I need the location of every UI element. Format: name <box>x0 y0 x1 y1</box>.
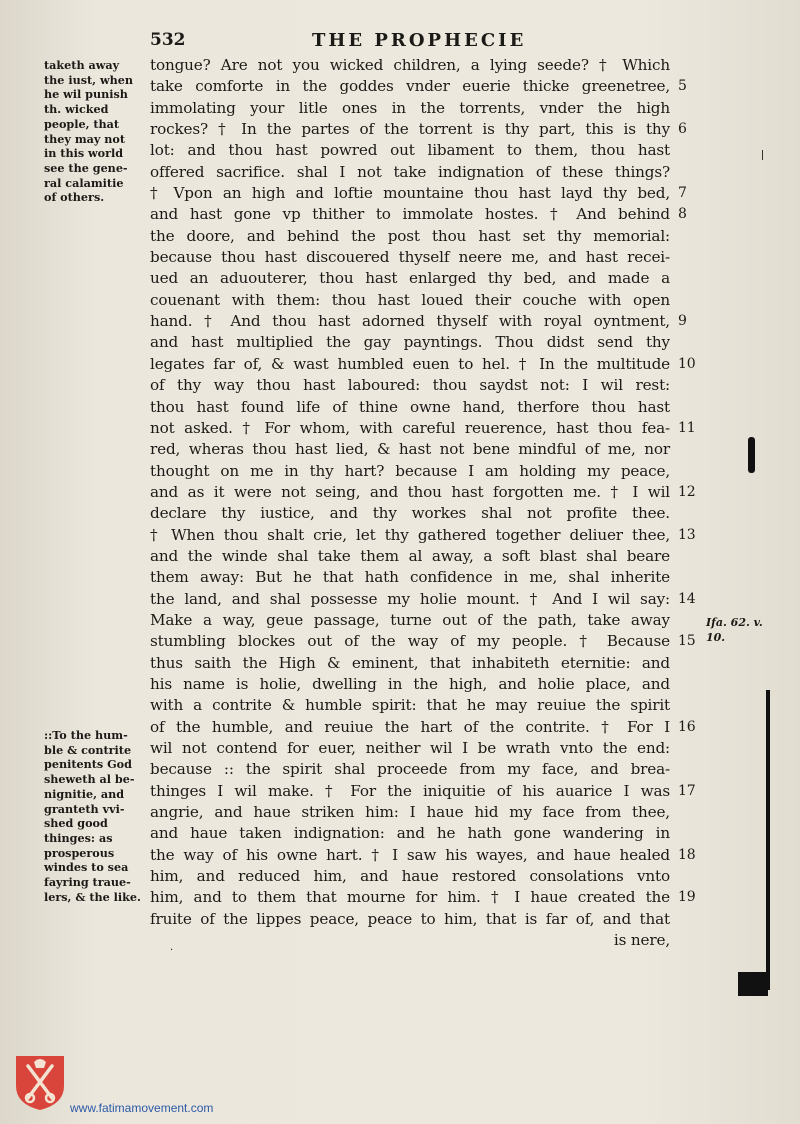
line-text: him, and reduced him, and haue restored consolations vnto <box>150 867 670 886</box>
text-line <box>150 653 670 674</box>
line-text: with a contrite & humble spirit: that he may reuiue the spirit <box>150 696 670 715</box>
papal-keys-crest-icon <box>12 1052 68 1112</box>
verse-number: 17 <box>678 782 696 799</box>
verse-number: 10 <box>678 355 696 372</box>
line-text: † Vpon an high and loftie mountaine thou hast layd thy bed, <box>150 184 670 203</box>
text-line <box>150 375 670 396</box>
verse-number: 8 <box>678 206 687 223</box>
text-line <box>150 930 670 951</box>
text-line <box>150 759 670 780</box>
margin-note-line: sheweth al be- <box>44 772 135 787</box>
line-text: of thy way thou hast laboured: thou saydst not: I wil rest: <box>150 376 670 395</box>
verse-number: 12 <box>678 483 696 500</box>
line-text: couenant with them: thou hast loued their couche with open <box>150 290 670 309</box>
margin-cross-reference <box>706 615 763 645</box>
line-text: offered sacrifice. shal I not take indignation of these things? <box>150 162 670 181</box>
text-line <box>150 823 670 844</box>
margin-note-line: lers, & the like. <box>44 889 141 904</box>
verse-number: 6 <box>678 121 687 138</box>
line-text: angrie, and haue striken him: I haue hid my face from thee, <box>150 803 670 822</box>
text-line <box>150 781 696 802</box>
margin-note-line: windes to sea <box>44 860 129 875</box>
line-text: immolating your litle ones in the torrents, vnder the high <box>150 98 670 117</box>
margin-note-taketh-away <box>44 58 156 205</box>
margin-note-line: th. wicked <box>44 102 109 117</box>
text-line <box>150 866 670 887</box>
page-edge-block <box>738 972 768 996</box>
line-text: them away: But he that hath confidence in me, shal inherite <box>150 568 670 587</box>
line-text: because :: the spirit shal proceede from my face, and brea- <box>150 760 670 779</box>
text-line <box>150 268 670 289</box>
margin-note-line: taketh away <box>44 58 120 72</box>
line-text: legates far of, & wast humbled euen to hel. † In the multitude <box>150 354 670 373</box>
text-line <box>150 887 696 908</box>
line-text: declare thy iustice, and thy workes shal not profite thee. <box>150 504 670 523</box>
line-text: his name is holie, dwelling in the high, and holie place, and <box>150 674 670 693</box>
line-text: and the winde shal take them al away, a soft blast shal beare <box>150 546 670 565</box>
verse-number: 16 <box>678 718 696 735</box>
text-line <box>150 98 670 119</box>
margin-note-line: ral calamitie <box>44 175 124 190</box>
line-text: Make a way, geue passage, turne out of the path, take away <box>150 610 670 629</box>
margin-note-line: ble & contrite <box>44 742 132 757</box>
line-text: and haue taken indignation: and he hath gone wandering in <box>150 824 670 843</box>
verse-number: 13 <box>678 526 696 543</box>
margin-note-line: the iust, when <box>44 72 133 87</box>
margin-note-line: penitents God <box>44 757 132 772</box>
verse-number: 19 <box>678 889 696 906</box>
line-text: stumbling blockes out of the way of my people. † Because <box>150 632 670 651</box>
line-text: ued an aduouterer, thou hast enlarged thy bed, and made a <box>150 269 670 288</box>
line-text: wil not contend for euer, neither wil I be wrath vnto the end: <box>150 739 670 757</box>
verse-number: 9 <box>678 313 687 330</box>
text-line <box>150 461 670 482</box>
margin-ink-mark <box>748 437 755 473</box>
line-text: thou hast found life of thine owne hand, therfore thou hast <box>150 397 670 416</box>
text-line <box>150 397 670 418</box>
margin-note-line: see the gene- <box>44 160 128 175</box>
line-text: thinges I wil make. † For the iniquitie of his auarice I was <box>150 781 670 800</box>
page-number: 532 <box>150 30 186 50</box>
line-text: and hast multiplied the gay payntings. Thou didst send thy <box>150 333 670 352</box>
margin-note-line: he wil punish <box>44 87 128 102</box>
text-line <box>150 845 696 866</box>
text-line <box>150 162 670 183</box>
text-line <box>150 695 670 716</box>
verse-number: 5 <box>678 78 687 95</box>
margin-note-line: granteth vvi- <box>44 801 125 816</box>
text-line <box>150 76 687 97</box>
text-line <box>150 909 670 930</box>
margin-note-line: shed good <box>44 816 108 831</box>
text-line <box>150 482 696 503</box>
margin-note-line: people, that <box>44 116 120 131</box>
line-text: and hast gone vp thither to immolate hostes. † And behind <box>150 205 670 224</box>
text-line <box>150 802 670 823</box>
line-text: take comforte in the goddes vnder euerie thicke greenetree, <box>150 77 670 96</box>
text-line <box>150 546 670 567</box>
line-text: not asked. † For whom, with careful reuerence, hast thou fea- <box>150 418 670 437</box>
text-line <box>150 332 670 353</box>
text-line <box>150 204 687 225</box>
text-line <box>150 525 696 546</box>
margin-note-line: prosperous <box>44 845 115 860</box>
text-line <box>150 738 670 759</box>
text-line <box>150 55 670 76</box>
text-line <box>150 717 696 738</box>
line-text: and as it were not seing, and thou hast forgotten me. † I wil <box>150 482 670 501</box>
line-text: is nere, <box>613 931 670 950</box>
page-header <box>0 30 800 56</box>
text-line <box>150 589 696 610</box>
margin-note-line: of others. <box>44 190 105 205</box>
line-text: of the humble, and reuiue the hart of the contrite. † For I <box>150 717 670 736</box>
text-line <box>150 183 687 204</box>
text-line <box>150 354 696 375</box>
footer-website-link[interactable]: www.fatimamovement.com <box>70 1101 214 1115</box>
line-text: the land, and shal possesse my holie mount. † And I wil say: <box>150 589 670 608</box>
line-text: lot: and thou hast powred out libament to them, thou hast <box>150 141 670 160</box>
line-text: hand. † And thou hast adorned thyself with royal oyntment, <box>150 312 670 331</box>
verse-number: 18 <box>678 846 696 863</box>
line-text: fruite of the lippes peace, peace to him, that is far of, and that <box>150 909 670 928</box>
text-line <box>150 119 687 140</box>
margin-note-line: they may not <box>44 131 126 146</box>
text-line <box>150 226 670 247</box>
text-line <box>150 503 670 524</box>
margin-note-line: 10. <box>706 631 726 644</box>
ink-speck: · <box>170 945 174 956</box>
line-text: the way of his owne hart. † I saw his wayes, and haue healed <box>150 845 670 864</box>
line-text: thus saith the High & eminent, that inhabiteth eternitie: and <box>150 653 670 672</box>
margin-note-humble-contrite <box>44 728 156 904</box>
text-line <box>150 439 670 460</box>
line-text: † When thou shalt crie, let thy gathered together deliuer thee, <box>150 525 670 544</box>
line-text: him, and to them that mourne for him. † I haue created the <box>150 888 670 907</box>
text-line <box>150 247 670 268</box>
verse-number: 11 <box>678 419 696 436</box>
main-text-column <box>150 55 696 951</box>
line-text: red, wheras thou hast lied, & hast not bene mindful of me, nor <box>150 440 670 459</box>
verse-number: 14 <box>678 590 696 607</box>
margin-note-line: Ifa. 62. v. <box>706 616 763 629</box>
verse-number: 15 <box>678 633 696 650</box>
text-line <box>150 418 696 439</box>
margin-note-line: in this world <box>44 146 124 161</box>
text-line <box>150 311 687 332</box>
margin-note-line: nignitie, and <box>44 786 125 801</box>
text-line <box>150 610 670 631</box>
line-text: rockes? † In the partes of the torrent is thy part, this is thy <box>150 120 670 139</box>
page-edge-bar <box>766 690 770 990</box>
margin-note-line: thinges: as <box>44 830 113 845</box>
line-text: thought on me in thy hart? because I am holding my peace, <box>150 461 670 480</box>
margin-note-line: fayring traue- <box>44 875 131 890</box>
text-line <box>150 674 670 695</box>
line-text: the doore, and behind the post thou hast set thy memorial: <box>150 226 670 245</box>
verse-number: 7 <box>678 185 687 202</box>
margin-tick <box>762 150 763 160</box>
text-line <box>150 140 670 161</box>
line-text: tongue? Are not you wicked children, a lying seede? † Which <box>150 56 670 74</box>
margin-note-line: ::To the hum- <box>44 728 128 742</box>
text-line <box>150 567 670 588</box>
text-line <box>150 290 670 311</box>
text-line <box>150 631 696 652</box>
running-title: THE PROPHECIE <box>312 30 527 51</box>
line-text: because thou hast discouered thyself neere me, and hast recei- <box>150 248 670 267</box>
